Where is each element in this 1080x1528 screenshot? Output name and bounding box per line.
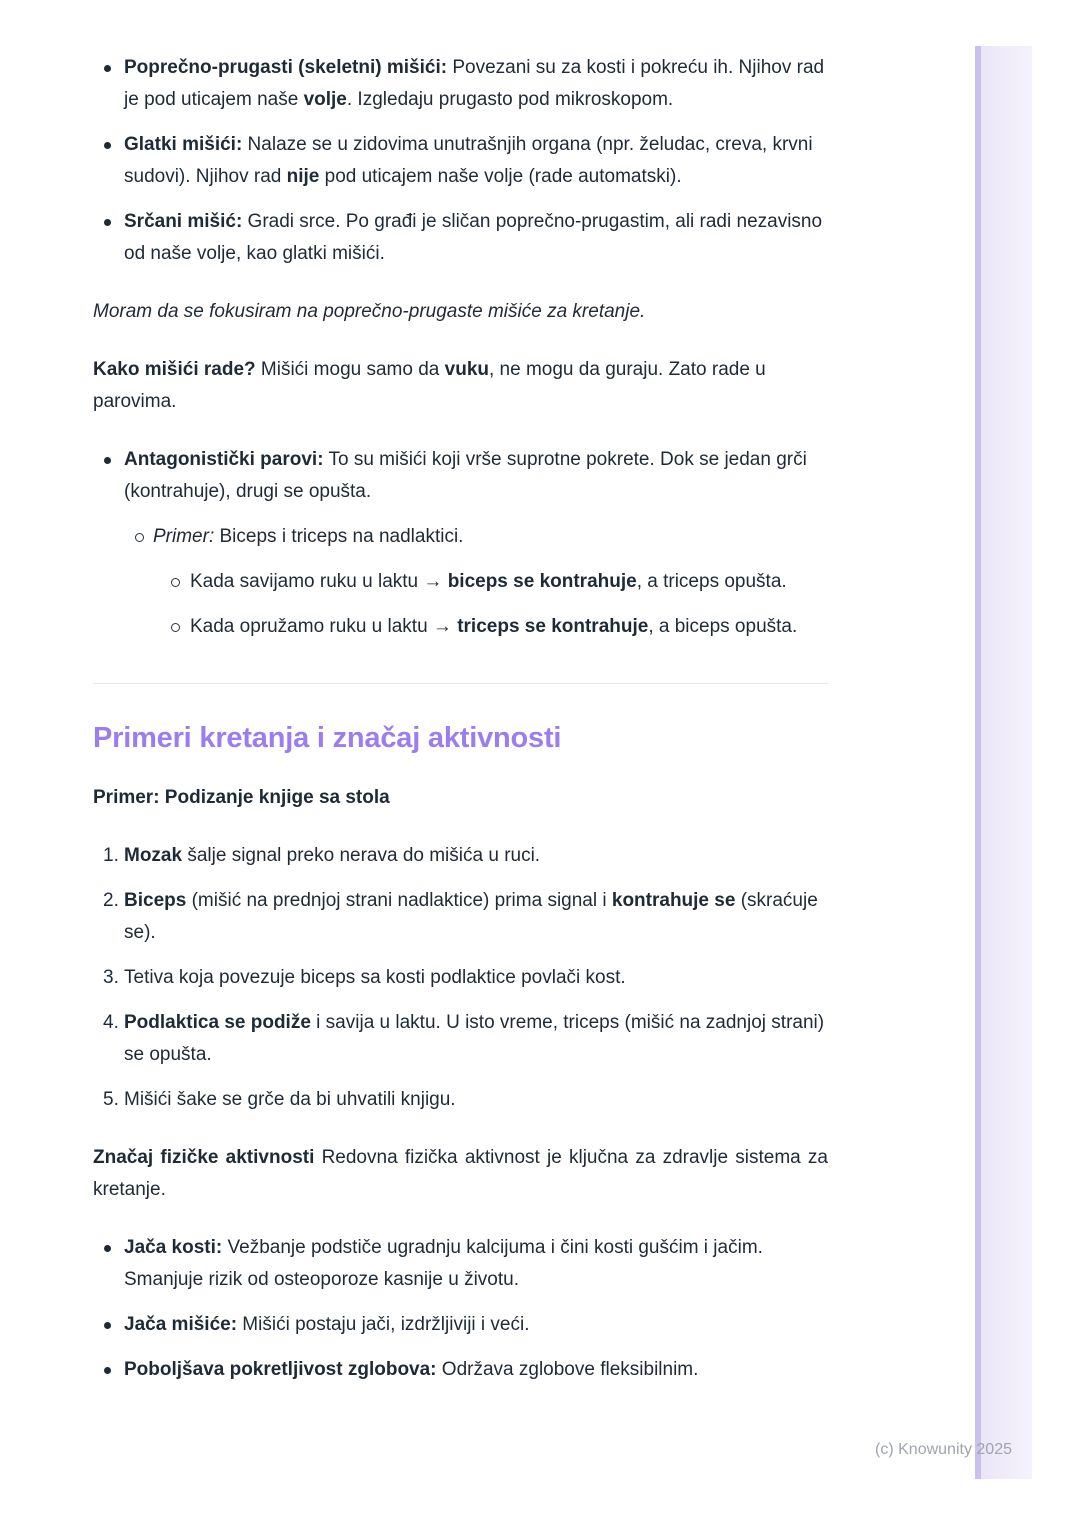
text-segment: Povezani su za kosti i pokreću ih. Njihov rad je pod uticajem naše <box>124 57 825 110</box>
bullet-marker <box>104 1367 111 1374</box>
list-item-text <box>124 57 824 110</box>
list-item-text <box>124 967 626 988</box>
list <box>93 1232 828 1386</box>
list-item <box>93 1007 828 1071</box>
text-segment: Biceps i triceps na nadlaktici. <box>214 526 464 547</box>
section-divider <box>93 683 828 684</box>
text-segment: Kada savijamo ruku u laktu → <box>190 571 448 592</box>
list-item <box>93 840 828 872</box>
text-segment: Poboljšava pokretljivost zglobova: <box>124 1359 437 1380</box>
list-item <box>93 521 828 553</box>
text-segment: kontrahuje se <box>611 890 736 911</box>
bullet-marker <box>104 1322 111 1329</box>
bullet-marker <box>104 1245 111 1252</box>
list-item <box>93 1354 828 1386</box>
text-segment: biceps se kontrahuje <box>447 571 637 592</box>
text-segment: Gradi srce. Po građi je sličan poprečno-prugastim, ali radi nezavisno od naše volje, kao glatki mišići. <box>124 211 823 264</box>
text-segment: Nalaze se u zidovima unutrašnjih organa (npr. želudac, creva, krvni sudovi). Njihov rad <box>124 134 813 187</box>
document-content <box>93 46 828 1412</box>
list-item-text <box>124 1359 698 1380</box>
text-segment: Mišići mogu samo da <box>255 359 445 380</box>
text-segment: Jača kosti: <box>124 1237 223 1258</box>
number-marker: 4. <box>103 1012 119 1033</box>
list-item <box>93 885 828 949</box>
section-heading: Primeri kretanja i značaj aktivnosti <box>93 722 562 754</box>
number-marker: 3. <box>103 967 119 988</box>
list-item <box>93 444 828 508</box>
list-item-text <box>124 890 818 943</box>
list-item <box>93 1309 828 1341</box>
list-item <box>93 611 828 643</box>
list <box>93 52 828 270</box>
text-segment: , a triceps opušta. <box>636 571 787 592</box>
text-segment: (skraćuje se). <box>124 890 818 943</box>
text-segment: Glatki mišići: <box>124 134 243 155</box>
text-segment: Podlaktica se podiže <box>124 1012 311 1033</box>
list-item <box>93 52 828 116</box>
list-item-text <box>124 1012 824 1065</box>
list-item-text <box>124 1089 456 1110</box>
text-segment: pod uticajem naše volje (rade automatski). <box>319 166 682 187</box>
list-item-text <box>124 1314 529 1335</box>
text-segment: Jača mišiće: <box>124 1314 238 1335</box>
text-segment: Vežbanje podstiče ugradnju kalcijuma i čini kosti gušćim i jačim. Smanjuje rizik od osteoporoze kasnije u životu. <box>124 1237 763 1290</box>
bullet-marker <box>104 65 111 72</box>
number-marker: 2. <box>103 890 119 911</box>
bullet-marker <box>104 457 111 464</box>
text-segment: . Izgledaju prugasto pod mikroskopom. <box>346 89 674 110</box>
text-segment: triceps se kontrahuje <box>457 616 649 637</box>
text-segment: i savija u laktu. U isto vreme, triceps (mišić na zadnjoj strani) se opušta. <box>124 1012 825 1065</box>
text-segment: Mišići šake se grče da bi uhvatili knjigu. <box>124 1089 456 1110</box>
bullet-marker <box>104 219 111 226</box>
text-segment: Primer: <box>153 526 215 547</box>
list <box>93 840 828 1116</box>
paragraph <box>93 1142 828 1206</box>
list-item <box>93 206 828 270</box>
text-segment: Srčani mišić: <box>124 211 243 232</box>
bullet-marker <box>171 623 180 632</box>
list-item-text <box>124 134 813 187</box>
list-item-text <box>153 526 463 547</box>
list-item <box>93 1084 828 1116</box>
text-segment: , a biceps opušta. <box>648 616 798 637</box>
text-segment: Kada opružamo ruku u laktu → <box>190 616 458 637</box>
list-item-text <box>124 1237 763 1290</box>
text-segment: Poprečno-prugasti (skeletni) mišići: <box>124 57 448 78</box>
list-item <box>93 566 828 598</box>
paragraph <box>93 354 828 418</box>
text-segment: Mozak <box>124 845 183 866</box>
paragraph <box>93 296 828 328</box>
list-item-text <box>190 616 797 637</box>
text-segment: šalje signal preko nerava do mišića u ruci. <box>182 845 541 866</box>
page-edge-strip <box>975 46 1032 1479</box>
text-segment: Održava zglobove fleksibilnim. <box>436 1359 699 1380</box>
bullet-marker <box>171 578 180 587</box>
text-segment: Tetiva koja povezuje biceps sa kosti podlaktice povlači kost. <box>124 967 626 988</box>
text-segment: Antagonistički parovi: <box>124 449 324 470</box>
list-item <box>93 129 828 193</box>
text-segment: Primer: Podizanje knjige sa stola <box>93 787 390 808</box>
copyright-watermark: (c) Knowunity 2025 <box>875 1441 1012 1458</box>
text-segment: volje <box>303 89 347 110</box>
list-item-text <box>124 211 822 264</box>
list-item-text <box>124 845 540 866</box>
list-item <box>93 1232 828 1296</box>
list <box>93 444 828 643</box>
text-segment: Značaj fizičke aktivnosti <box>93 1147 315 1168</box>
text-segment: vuku <box>444 359 489 380</box>
text-segment: , ne mogu da guraju. Zato rade u parovima. <box>93 359 766 412</box>
text-segment: nije <box>286 166 320 187</box>
number-marker: 1. <box>103 845 119 866</box>
bullet-marker <box>135 533 144 542</box>
text-segment: To su mišići koji vrše suprotne pokrete. Dok se jedan grči (kontrahuje), drugi se opušta. <box>124 449 807 502</box>
text-segment: (mišić na prednjoj strani nadlaktice) prima signal i <box>186 890 612 911</box>
paragraph <box>93 782 828 814</box>
bullet-marker <box>104 142 111 149</box>
number-marker: 5. <box>103 1089 119 1110</box>
text-segment: Kako mišići rade? <box>93 359 256 380</box>
text-segment: Redovna fizička aktivnost je ključna za zdravlje sistema za kretanje. <box>93 1147 828 1200</box>
text-segment: Biceps <box>124 890 187 911</box>
text-segment: Moram da se fokusiram na poprečno-prugaste mišiće za kretanje. <box>93 301 646 322</box>
list-item-text <box>124 449 807 502</box>
list-item-text <box>190 571 787 592</box>
text-segment: Mišići postaju jači, izdržljiviji i veći. <box>237 1314 530 1335</box>
list-item <box>93 962 828 994</box>
